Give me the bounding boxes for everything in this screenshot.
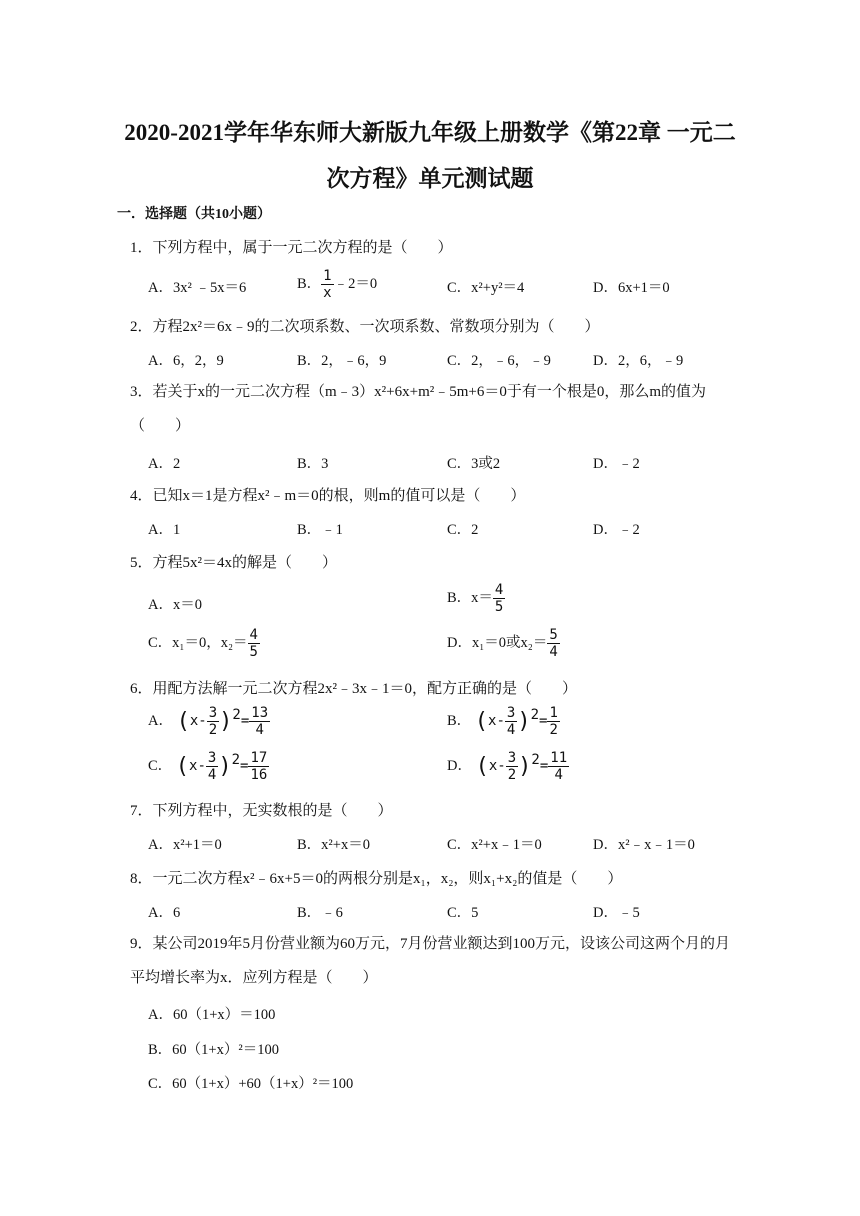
question-6-stem: 6．用配方法解一元二次方程2x²﹣3x﹣1＝0，配方正确的是（ ） — [130, 681, 577, 697]
question-3-option-c: C．3或2 — [447, 456, 501, 472]
fraction — [505, 705, 517, 738]
numerator: 3 — [506, 705, 516, 721]
question-3-option-b: B．3 — [297, 456, 329, 472]
title-line-2: 次方程》单元测试题 — [326, 166, 534, 191]
question-7-option-b: B．x²+x＝0 — [297, 837, 370, 853]
section-heading: 一．选择题（共10小题） — [117, 207, 271, 222]
question-9-option-c: C．60（1+x）+60（1+x）²＝100 — [148, 1076, 354, 1092]
question-5-stem: 5．方程5x²＝4x的解是（ ） — [130, 555, 337, 571]
option-label: C．x₁＝0，x₂＝ — [148, 634, 248, 651]
numerator: 17 — [250, 750, 268, 766]
document-title — [100, 110, 760, 202]
denominator: 4 — [207, 767, 217, 783]
denominator: 2 — [549, 722, 558, 738]
option-label: A． — [148, 712, 173, 729]
equals-sign: = — [539, 712, 548, 729]
numerator: 1 — [323, 268, 332, 284]
open-paren: ( — [474, 709, 489, 734]
fraction — [248, 627, 260, 660]
denominator: 4 — [255, 722, 264, 738]
question-8-option-a: A．6 — [148, 905, 181, 921]
close-paren: ) — [219, 709, 233, 734]
equals-sign: = — [539, 757, 549, 774]
question-1-option-c: C．x²+y²＝4 — [447, 280, 525, 296]
question-9-option-a: A．60（1+x）＝100 — [148, 1007, 276, 1023]
option-label: D． — [447, 757, 472, 774]
fraction — [493, 582, 505, 615]
question-5-option-c — [148, 627, 260, 660]
question-4-option-d: D．﹣2 — [593, 522, 640, 538]
question-5-option-b — [447, 582, 505, 615]
question-5-option-a: A．x＝0 — [148, 597, 202, 613]
question-6-option-d — [447, 750, 569, 783]
question-8-option-c: C．5 — [447, 905, 479, 921]
option-label: C． — [148, 757, 173, 774]
exponent: 2 — [232, 707, 241, 723]
question-9-stem: 9．某公司2019年5月份营业额为60万元，7月份营业额达到100万元，设该公司这两个月的月平均增长率为x．应列方程是（ ） — [130, 936, 731, 986]
open-paren: ( — [176, 709, 190, 734]
numerator: 3 — [507, 750, 517, 766]
question-3-option-a: A．2 — [148, 456, 181, 472]
numerator: 3 — [208, 705, 218, 721]
equals-sign: = — [240, 757, 249, 774]
denominator: 4 — [506, 722, 516, 738]
question-2-stem: 2．方程2x²＝6x﹣9的二次项系数、一次项系数、常数项分别为（ ） — [130, 319, 600, 335]
question-3-stem: 3．若关于x的一元二次方程（m﹣3）x²+6x+m²﹣5m+6＝0于有一个根是0，那么m的值为（ ） — [130, 384, 707, 434]
question-9-option-b: B．60（1+x）²＝100 — [148, 1042, 279, 1058]
denominator: 2 — [507, 767, 517, 783]
denominator: 4 — [554, 767, 563, 783]
numerator: 4 — [494, 582, 504, 598]
question-4-option-a: A．1 — [148, 522, 181, 538]
numerator: 3 — [207, 750, 217, 766]
close-paren: ) — [518, 754, 532, 779]
question-7-option-c: C．x²+x﹣1＝0 — [447, 837, 542, 853]
question-2-option-d: D．2，6，﹣9 — [593, 353, 684, 369]
fraction — [547, 705, 559, 738]
denominator: 4 — [549, 644, 558, 660]
fraction — [248, 750, 269, 783]
option-label: D．x₁＝0或x₂＝ — [447, 634, 548, 651]
question-4-stem: 4．已知x＝1是方程x²﹣m＝0的根，则m的值可以是（ ） — [130, 488, 526, 504]
question-2-option-a: A．6，2，9 — [148, 353, 224, 369]
denominator: 5 — [494, 599, 504, 615]
question-1-stem: 1．下列方程中，属于一元二次方程的是（ ） — [130, 240, 453, 256]
fraction — [547, 627, 559, 660]
question-6-option-a — [148, 705, 270, 738]
question-6-option-b — [447, 705, 560, 738]
denominator: 5 — [249, 644, 258, 660]
option-text: ﹣2＝0 — [333, 275, 378, 292]
fraction — [249, 705, 270, 738]
question-2-option-b: B．2，﹣6，9 — [297, 353, 387, 369]
title-line-1: 2020-2021学年华东师大新版九年级上册数学《第22章 一元二 — [124, 120, 736, 145]
question-5-option-d — [447, 627, 560, 660]
question-3-option-d: D．﹣2 — [593, 456, 640, 472]
numerator: 1 — [549, 705, 558, 721]
fraction — [206, 750, 218, 783]
option-label: B．x＝ — [447, 589, 493, 606]
numerator: 5 — [549, 627, 558, 643]
exponent: 2 — [231, 752, 241, 768]
question-2-option-c: C．2，﹣6，﹣9 — [447, 353, 551, 369]
fraction — [506, 750, 518, 783]
denominator: x — [323, 285, 332, 301]
question-4-option-b: B．﹣1 — [297, 522, 343, 538]
fraction — [321, 268, 333, 301]
variable: x- — [189, 757, 206, 774]
question-6-option-c — [148, 750, 269, 783]
question-1-option-d: D．6x+1＝0 — [593, 280, 670, 296]
fraction — [207, 705, 219, 738]
question-7-option-a: A．x²+1＝0 — [148, 837, 222, 853]
question-7-option-d: D．x²﹣x﹣1＝0 — [593, 837, 695, 853]
variable: x- — [488, 712, 505, 729]
open-paren: ( — [475, 754, 489, 779]
option-label: B． — [297, 275, 322, 292]
close-paren: ) — [218, 754, 232, 779]
numerator: 4 — [249, 627, 258, 643]
denominator: 16 — [250, 767, 268, 783]
variable: x- — [488, 757, 506, 774]
exponent: 2 — [530, 707, 540, 723]
close-paren: ) — [517, 709, 531, 734]
numerator: 13 — [251, 705, 269, 721]
option-label: B． — [447, 712, 472, 729]
exponent: 2 — [531, 752, 540, 768]
equals-sign: = — [240, 712, 250, 729]
question-7-stem: 7．下列方程中，无实数根的是（ ） — [130, 803, 393, 819]
denominator: 2 — [208, 722, 218, 738]
question-4-option-c: C．2 — [447, 522, 479, 538]
variable: x- — [189, 712, 207, 729]
open-paren: ( — [175, 754, 190, 779]
numerator: 11 — [550, 750, 568, 766]
fraction — [548, 750, 569, 783]
question-8-option-d: D．﹣5 — [593, 905, 640, 921]
question-1-option-b — [297, 268, 377, 301]
question-8-stem: 8．一元二次方程x²﹣6x+5＝0的两根分别是x₁，x₂，则x₁+x₂的值是（ ） — [130, 871, 623, 887]
question-1-option-a: A．3x² ﹣5x＝6 — [148, 280, 247, 296]
question-8-option-b: B．﹣6 — [297, 905, 343, 921]
